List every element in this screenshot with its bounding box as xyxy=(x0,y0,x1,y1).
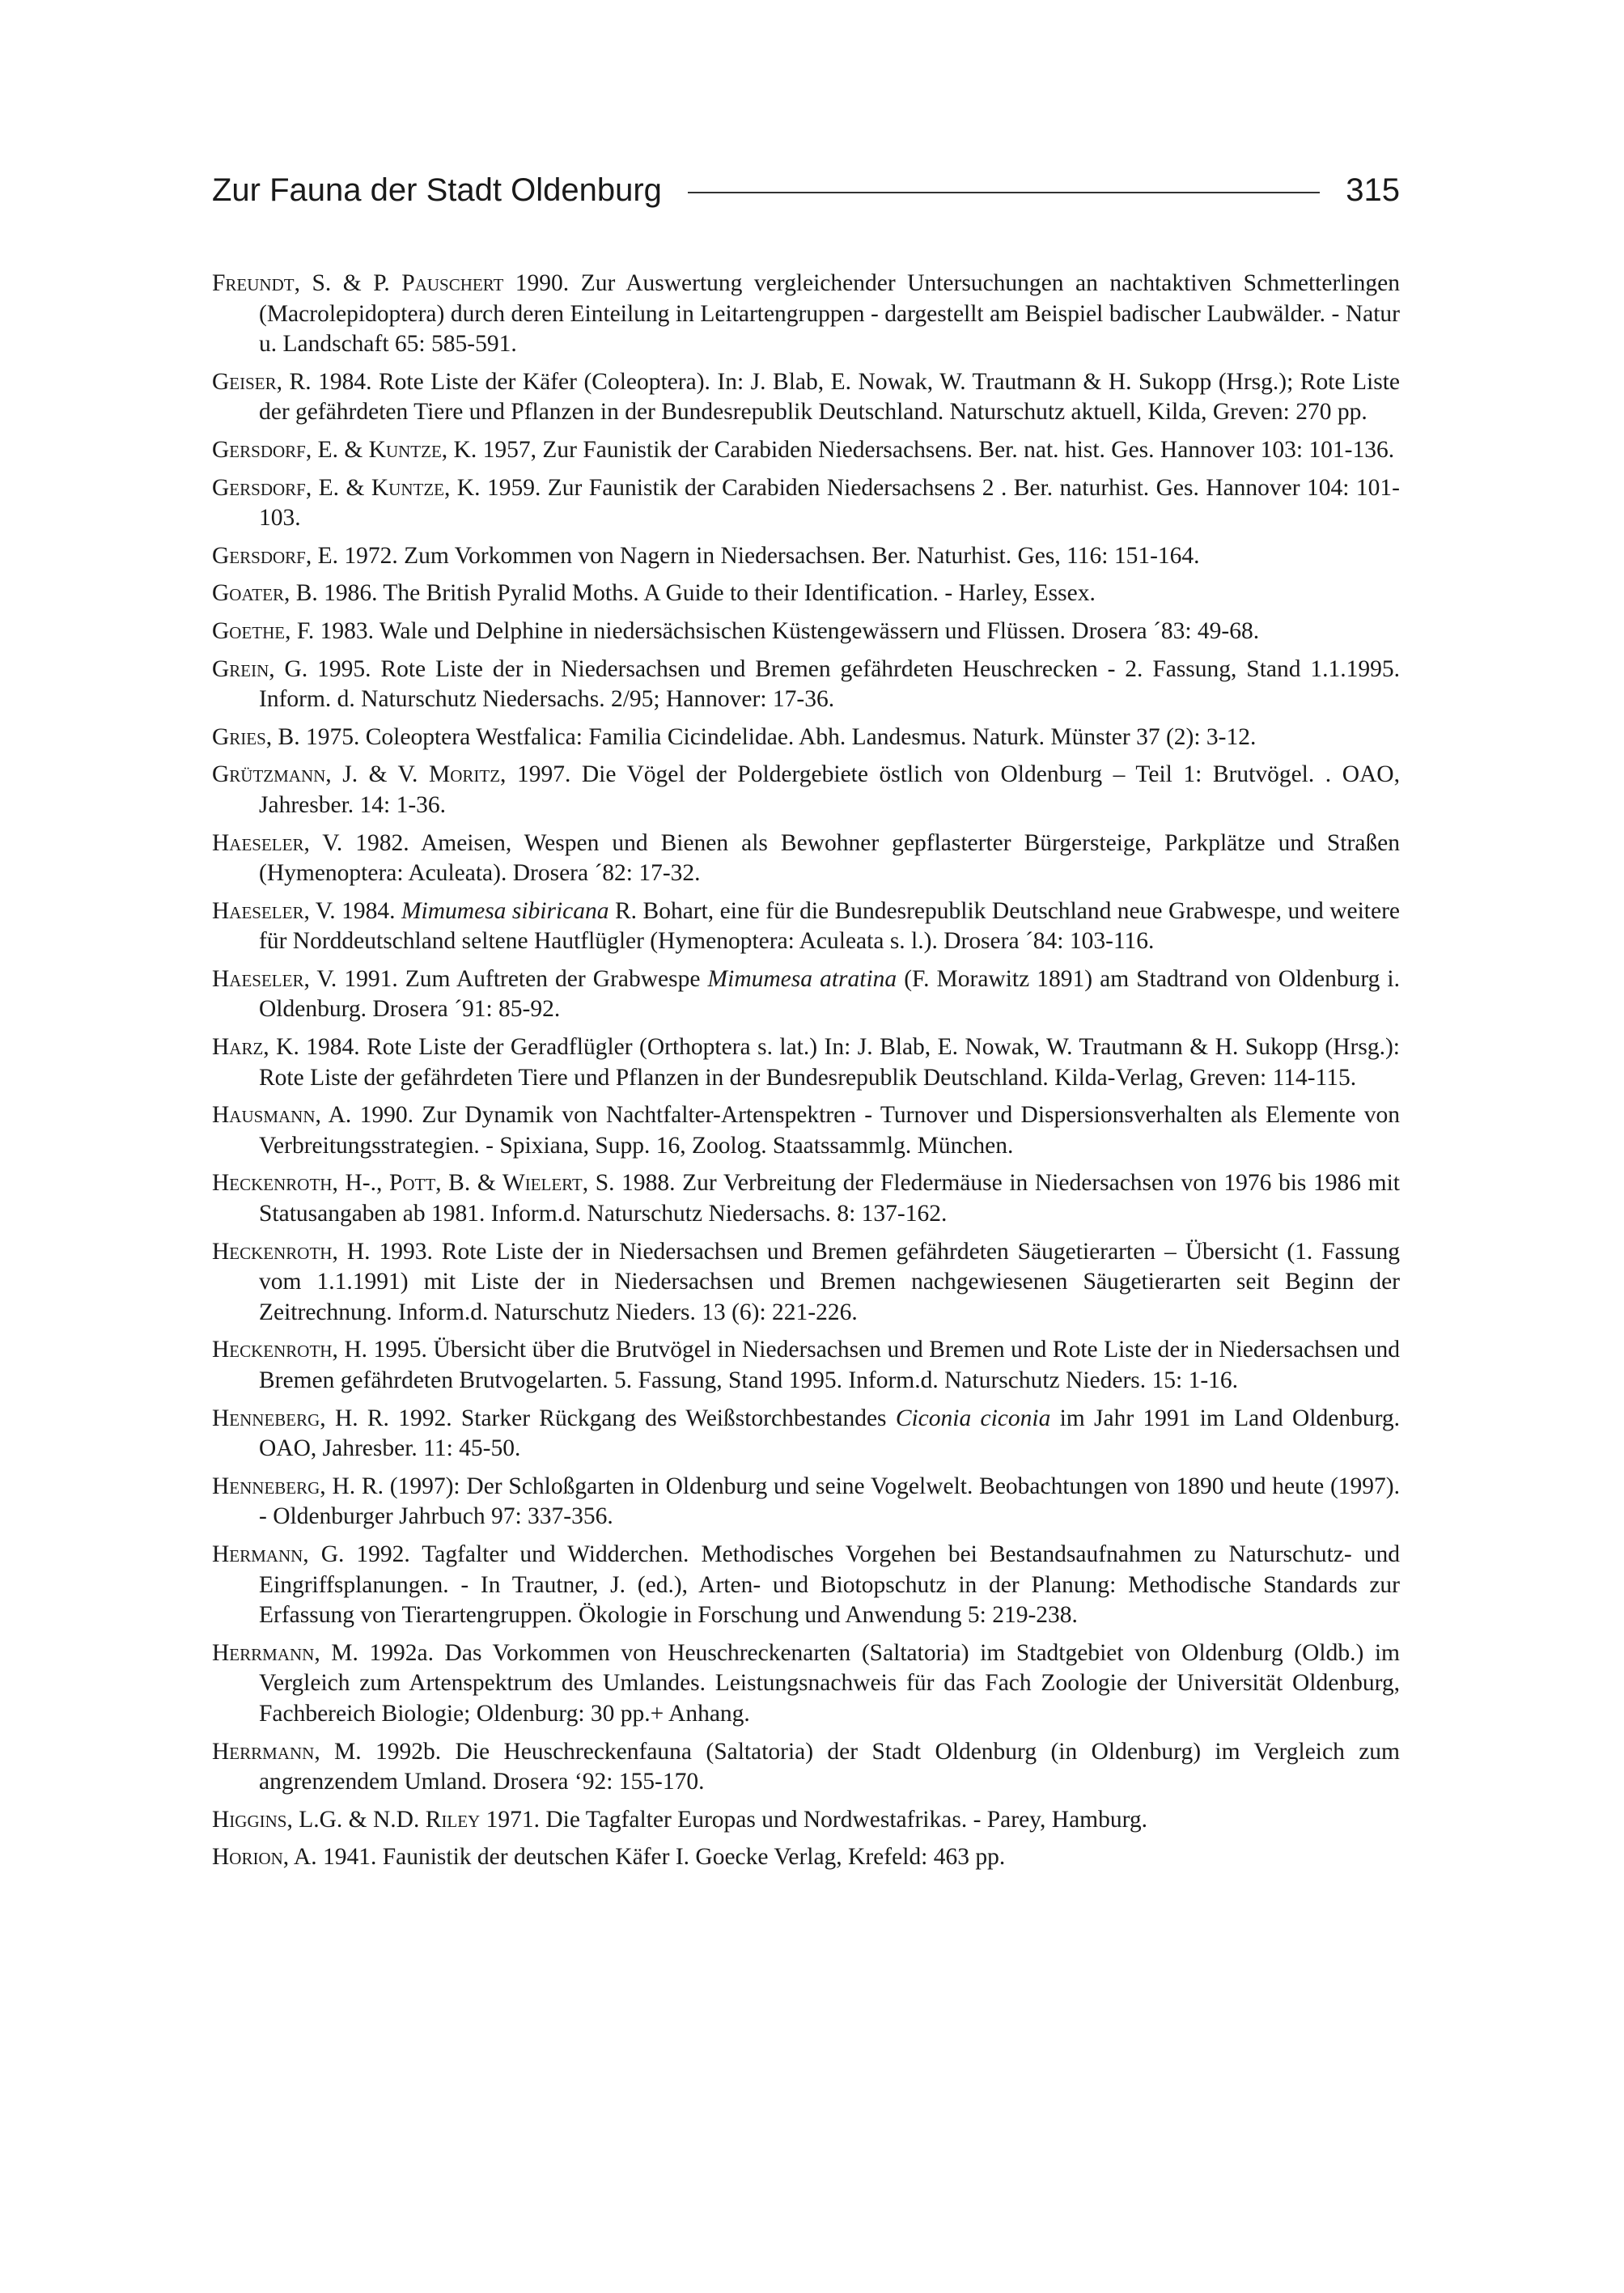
reference-item xyxy=(212,579,1400,609)
reference-text: 1984. Rote Liste der Geradflügler (Orthoptera s. lat.) In: J. Blab, E. Nowak, W. Trautmann & H. Sukopp (Hrsg.): Rote Liste der gefährdeten Tiere und Pflanzen in der Bundesrepublik Deutschland. Kilda-Verlag, Greven: 114-115. xyxy=(259,1034,1401,1091)
reference-text: 1992. Tagfalter und Widderchen. Methodisches Vorgehen bei Bestandsaufnahmen zu Naturschutz- und Eingriffsplanungen. - In Trautner, J. (ed.), Arten- und Biotopschutz in der Planung: Methodische Standards zur Erfassung von Tierartengruppen. Ökologie in Forschung und Anwendung 5: 219-238. xyxy=(259,1541,1400,1629)
species-name: Ciconia ciconia xyxy=(895,1405,1051,1431)
reference-author: Goater, B. xyxy=(212,580,318,607)
reference-text: 1957, Zur Faunistik der Carabiden Niedersachsens. Ber. nat. hist. Ges. Hannover 103: 101-136. xyxy=(477,436,1395,463)
reference-item xyxy=(212,1638,1400,1730)
reference-author: Higgins, L.G. & N.D. Riley xyxy=(212,1806,481,1833)
reference-author: Gersdorf, E. & Kuntze, K. xyxy=(212,436,477,463)
reference-author: Haeseler, V. xyxy=(212,829,343,856)
running-header xyxy=(212,166,1400,214)
reference-text-pre: 1991. Zum Auftreten der Grabwespe xyxy=(337,965,708,992)
reference-author: Hausmann, A. xyxy=(212,1102,352,1129)
reference-text: (1997): Der Schloßgarten in Oldenburg und seine Vogelwelt. Beobachtungen von 1890 und heute (1997). - Oldenburger Jahrbuch 97: 337-356. xyxy=(259,1473,1400,1530)
reference-item xyxy=(212,723,1400,753)
reference-item xyxy=(212,1404,1400,1464)
reference-item xyxy=(212,367,1400,428)
reference-author: Grein, G. xyxy=(212,655,308,682)
reference-text: 1992b. Die Heuschreckenfauna (Saltatoria) der Stadt Oldenburg (in Oldenburg) im Vergleich zum angrenzendem Umland. Drosera ‘92: 155-170. xyxy=(259,1738,1400,1795)
reference-item xyxy=(212,896,1400,957)
reference-item xyxy=(212,541,1400,572)
reference-author: Heckenroth, H. xyxy=(212,1238,371,1265)
reference-item xyxy=(212,1842,1400,1873)
reference-item xyxy=(212,1032,1400,1093)
reference-author: Henneberg, H. R. xyxy=(212,1473,384,1499)
reference-text: im Jahr 1991 im Land Oldenburg. OAO, Jahresber. 11: 45-50. xyxy=(259,1405,1400,1462)
reference-item xyxy=(212,829,1400,889)
reference-text: 1988. Zur Verbreitung der Fledermäuse in Niedersachsen von 1976 bis 1986 mit Statusangaben ab 1981. Inform.d. Naturschutz Niedersachs. 8: 137-162. xyxy=(259,1170,1400,1227)
reference-text: 1984. Rote Liste der Käfer (Coleoptera). In: J. Blab, E. Nowak, W. Trautmann & H. Sukopp (Hrsg.); Rote Liste der gefährdeten Tiere und Pflanzen in der Bundesrepublik Deutschland. Naturschutz aktuell, Kilda, Greven: 270 pp. xyxy=(259,368,1400,426)
reference-text-pre: 1984. xyxy=(335,897,401,924)
reference-item xyxy=(212,1540,1400,1631)
reference-item xyxy=(212,1472,1400,1532)
reference-text: 1983. Wale und Delphine in niedersächsischen Küstengewässern und Flüssen. Drosera ´83: 49-68. xyxy=(314,617,1260,644)
reference-text: 1941. Faunistik der deutschen Käfer I. Goecke Verlag, Krefeld: 463 pp. xyxy=(316,1844,1006,1871)
reference-item xyxy=(212,269,1400,360)
reference-author: Herrmann, M. xyxy=(212,1738,362,1765)
reference-author: Grützmann, J. & V. Moritz, xyxy=(212,761,507,788)
reference-list xyxy=(212,269,1400,1880)
reference-text: 1986. The British Pyralid Moths. A Guide to their Identification. - Harley, Essex. xyxy=(317,580,1096,607)
reference-text: 1990. Zur Dynamik von Nachtfalter-Artenspektren - Turnover und Dispersionsverhalten als Elemente von Verbreitungsstrategien. - Spixiana, Supp. 16, Zoolog. Staatssammlg. München. xyxy=(259,1102,1400,1159)
reference-author: Freundt, S. & P. Pauschert xyxy=(212,270,504,296)
reference-text: 1982. Ameisen, Wespen und Bienen als Bewohner gepflasterter Bürgersteige, Parkplätze und Straßen (Hymenoptera: Aculeata). Drosera ´82: 17-32. xyxy=(259,829,1401,887)
reference-author: Herrmann, M. xyxy=(212,1639,358,1666)
reference-text: 1972. Zum Vorkommen von Nagern in Niedersachsen. Ber. Naturhist. Ges, 116: 151-164. xyxy=(337,542,1200,569)
reference-item xyxy=(212,1805,1400,1836)
reference-author: Heckenroth, H-., Pott, B. & Wielert, S. xyxy=(212,1170,615,1197)
reference-author: Gersdorf, E. & Kuntze, K. xyxy=(212,474,481,501)
reference-author: Hermann, G. xyxy=(212,1541,345,1567)
species-name: Mimumesa sibiricana xyxy=(401,897,609,924)
reference-text: 1990. Zur Auswertung vergleichender Untersuchungen an nachtaktiven Schmetterlingen (Macrolepidoptera) durch deren Einteilung in Leitartengruppen - dargestellt am Beispiel badischer Laubwälder. - Natur u. Landschaft 65: 585-591. xyxy=(259,270,1400,358)
reference-author: Gersdorf, E. xyxy=(212,542,338,569)
reference-item xyxy=(212,655,1400,715)
reference-item xyxy=(212,760,1400,820)
reference-author: Heckenroth, H. xyxy=(212,1337,368,1363)
reference-item xyxy=(212,1168,1400,1229)
species-name: Mimumesa atratina xyxy=(707,965,897,992)
reference-item xyxy=(212,617,1400,647)
header-rule xyxy=(688,192,1320,193)
reference-author: Haeseler, V. xyxy=(212,965,337,992)
reference-author: Horion, A. xyxy=(212,1844,317,1871)
reference-author: Geiser, R. xyxy=(212,368,312,395)
running-title: Zur Fauna der Stadt Oldenburg xyxy=(212,172,662,208)
reference-text: 1995. Übersicht über die Brutvögel in Niedersachsen und Bremen und Rote Liste der in Niedersachsen und Bremen gefährdeten Brutvogelarten. 5. Fassung, Stand 1995. Inform.d. Naturschutz Nieders. 15: 1-16. xyxy=(259,1337,1400,1393)
reference-text: (F. Morawitz 1891) am Stadtrand von Oldenburg i. Oldenburg. Drosera ´91: 85-92. xyxy=(259,965,1401,1023)
reference-author: Henneberg, H. R. xyxy=(212,1405,389,1431)
reference-text: 1971. Die Tagfalter Europas und Nordwestafrikas. - Parey, Hamburg. xyxy=(480,1806,1148,1833)
reference-item xyxy=(212,1335,1400,1396)
page-number: 315 xyxy=(1346,172,1400,208)
reference-item xyxy=(212,473,1400,534)
reference-text: 1995. Rote Liste der in Niedersachsen und Bremen gefährdeten Heuschrecken - 2. Fassung, Stand 1.1.1995. Inform. d. Naturschutz Niedersachs. 2/95; Hannover: 17-36. xyxy=(259,655,1400,713)
reference-text: 1993. Rote Liste der in Niedersachsen und Bremen gefährdeten Säugetierarten – Übersicht (1. Fassung vom 1.1.1991) mit Liste der in Niedersachsen und Bremen nachgewiesenen Säugetierarten seit Beginn der Zeitrechnung. Inform.d. Naturschutz Nieders. 13 (6): 221-226. xyxy=(259,1238,1400,1325)
reference-item xyxy=(212,1737,1400,1798)
reference-text: 1959. Zur Faunistik der Carabiden Niedersachsens 2 . Ber. naturhist. Ges. Hannover 104: 101-103. xyxy=(259,474,1400,532)
reference-text-pre: 1992. Starker Rückgang des Weißstorchbestandes xyxy=(388,1405,896,1431)
reference-author: Goethe, F. xyxy=(212,617,315,644)
reference-author: Haeseler, V. xyxy=(212,897,336,924)
reference-author: Harz, K. xyxy=(212,1034,299,1061)
reference-author: Gries, B. xyxy=(212,723,300,750)
reference-item xyxy=(212,1237,1400,1329)
reference-text: 1997. Die Vögel der Poldergebiete östlich von Oldenburg – Teil 1: Brutvögel. . OAO, Jahresber. 14: 1-36. xyxy=(259,761,1400,818)
reference-text: 1975. Coleoptera Westfalica: Familia Cicindelidae. Abh. Landesmus. Naturk. Münster 37 (2): 3-12. xyxy=(299,723,1257,750)
reference-text: 1992a. Das Vorkommen von Heuschreckenarten (Saltatoria) im Stadtgebiet von Oldenburg (Oldb.) im Vergleich zum Artenspektrum des Umlandes. Leistungsnachweis für das Fach Zoologie der Universität Oldenburg, Fachbereich Biologie; Oldenburg: 30 pp.+ Anhang. xyxy=(259,1639,1400,1727)
reference-item xyxy=(212,435,1400,466)
reference-text: R. Bohart, eine für die Bundesrepublik Deutschland neue Grabwespe, und weitere für Norddeutschland seltene Hautflügler (Hymenoptera: Aculeata s. l.). Drosera ´84: 103-116. xyxy=(259,897,1401,955)
reference-item xyxy=(212,964,1400,1025)
reference-item xyxy=(212,1100,1400,1161)
